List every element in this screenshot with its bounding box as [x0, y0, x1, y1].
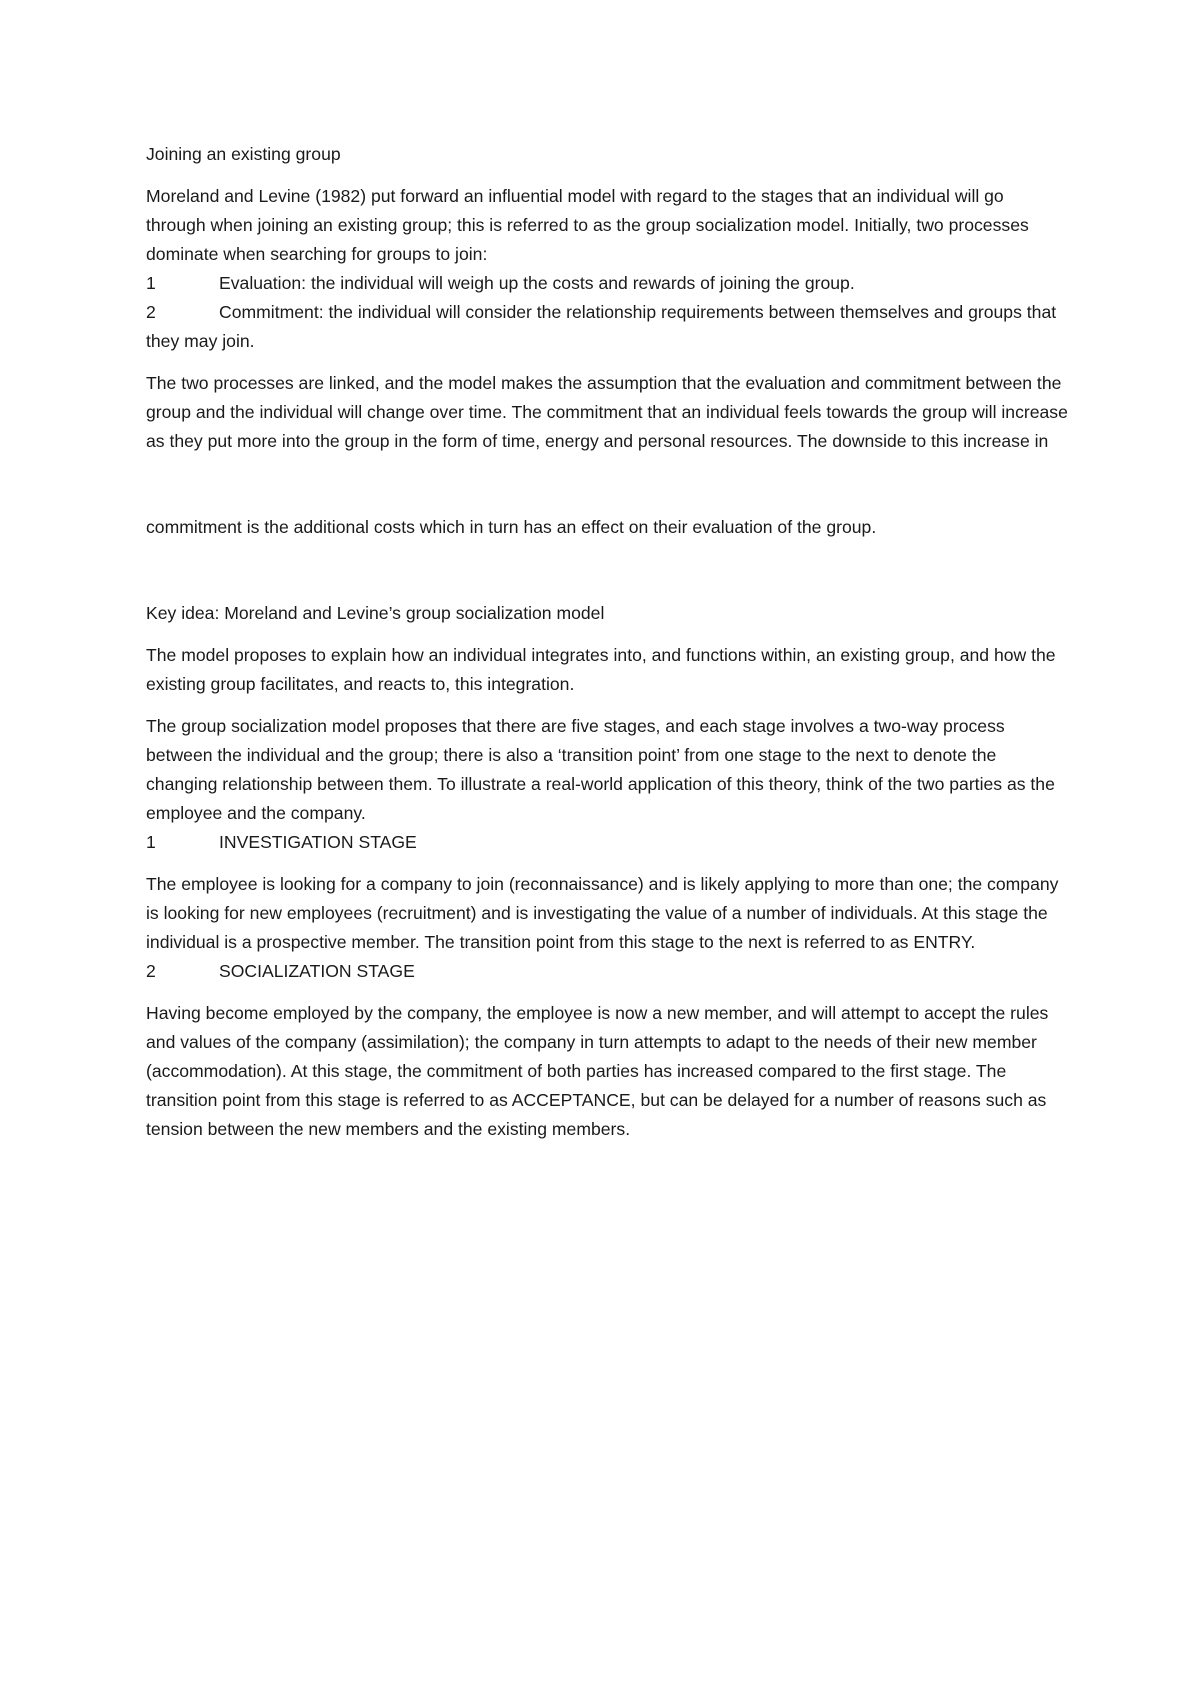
stage-paragraph: Having become employed by the company, the employee is now a new member, and will attempt to accept the rules and values of the company (assimilation); the company in turn attempts to adapt to the needs of their new member (accommodation). At this stage, the commitment of both parties has increased compared to the first stage. The transition point from this stage is referred to as ACCEPTANCE, but can be delayed for a number of reasons such as tension between the new members and the existing members. [146, 1003, 1049, 1139]
linked-processes-paragraph: The two processes are linked, and the model makes the assumption that the evaluation and commitment between the group and the individual will change over time. The commitment that an individual feels towards the group will increase as they put more into the group in the form of time, energy and personal resources. The downside to this increase in [146, 373, 1068, 451]
process-text: Commitment: the individual will consider the relationship requirements between themselves and groups that they may join. [146, 302, 1057, 351]
stage-paragraph: The employee is looking for a company to join (reconnaissance) and is likely applying to more than one; the company is looking for new employees (recruitment) and is investigating the value of a number of individuals. At this stage the individual is a prospective member. The transition point from this stage to the next is referred to as ENTRY. [146, 874, 1059, 952]
process-text: Evaluation: the individual will weigh up the costs and rewards of joining the group. [219, 273, 855, 293]
intro-paragraph: Moreland and Levine (1982) put forward an influential model with regard to the stages that an individual will go through when joining an existing group; this is referred to as the group socialization model. Initially, two processes dominate when searching for groups to join: [146, 186, 1029, 264]
linked-processes-continuation: commitment is the additional costs which in turn has an effect on their evaluation of the group. [146, 517, 877, 537]
key-idea-paragraph: The group socialization model proposes that there are five stages, and each stage involves a two-way process between the individual and the group; there is also a ‘transition point’ from one stage to the next to denote the changing relationship between them. To illustrate a real-world application of this theory, think of the two parties as the employee and the company. [146, 716, 1055, 823]
section-heading: Joining an existing group [146, 144, 341, 164]
process-item-commitment [146, 298, 1068, 356]
process-number: 1 [146, 273, 156, 293]
document-page [146, 140, 1068, 1144]
process-number: 2 [146, 302, 156, 322]
stage-heading-socialization [146, 957, 1068, 986]
stage-number: 2 [146, 961, 156, 981]
stage-title: INVESTIGATION STAGE [219, 832, 417, 852]
stage-heading-investigation [146, 828, 1068, 857]
stage-number: 1 [146, 832, 156, 852]
key-idea-heading: Key idea: Moreland and Levine’s group socialization model [146, 603, 605, 623]
stage-title: SOCIALIZATION STAGE [219, 961, 415, 981]
key-idea-paragraph: The model proposes to explain how an individual integrates into, and functions within, an existing group, and how the existing group facilitates, and reacts to, this integration. [146, 645, 1056, 694]
process-item-evaluation [146, 269, 1068, 298]
